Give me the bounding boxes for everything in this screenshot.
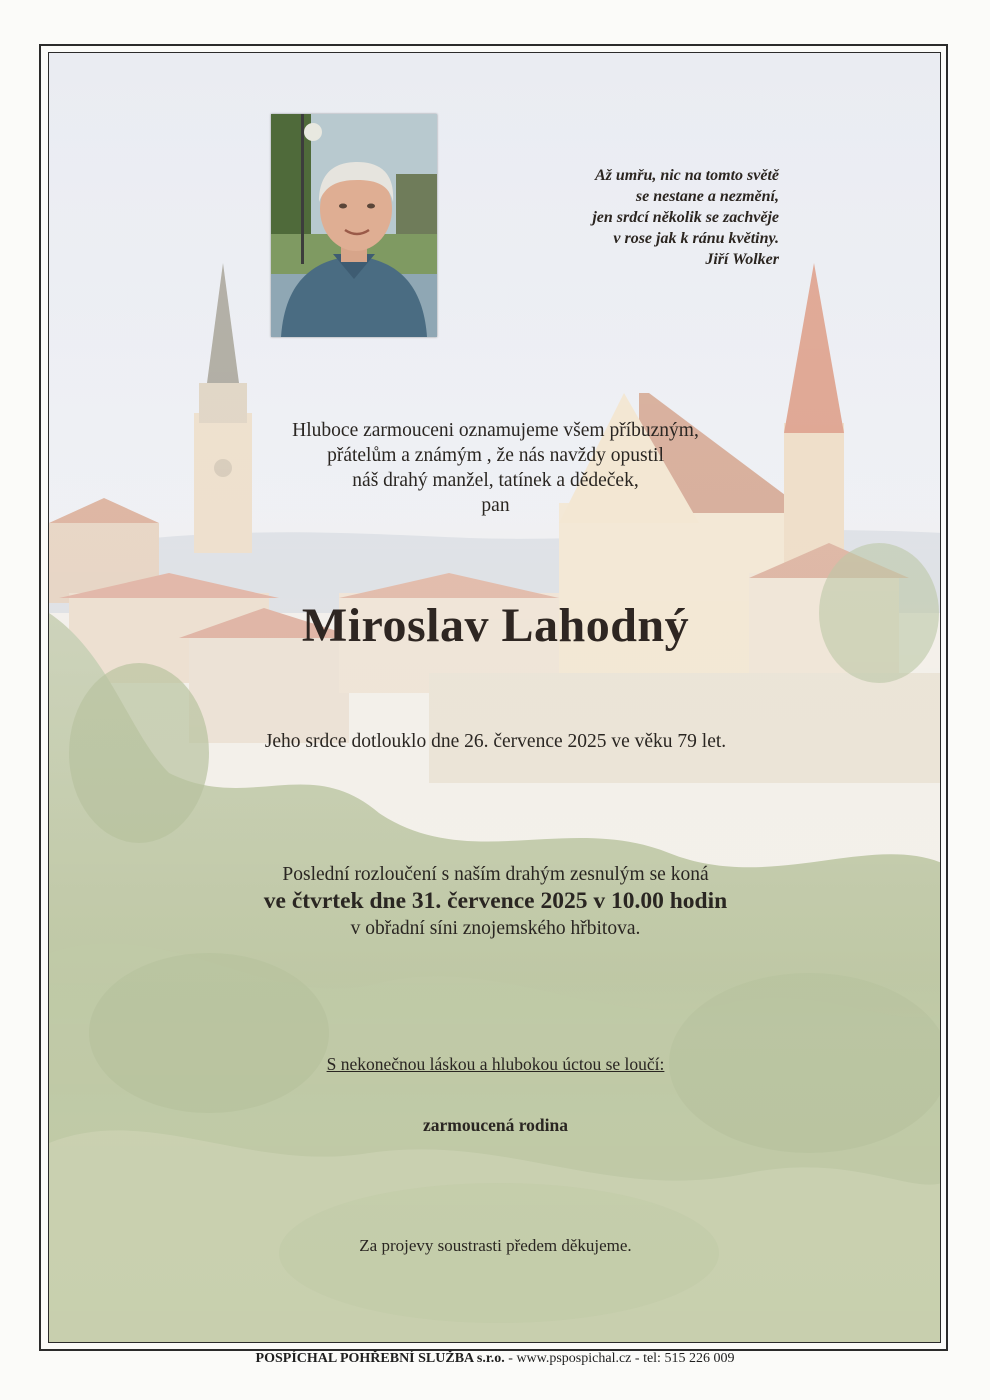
footer-phone: tel: 515 226 009 [643,1351,735,1366]
quote-line: se nestane a nezmění, [635,188,779,205]
footer-funeral-service [0,1351,990,1367]
funeral-place: v obřadní síni znojemského hřbitova. [350,918,641,939]
mourning-family: zarmoucená rodina [422,1115,569,1135]
quote-line: v rose jak k ránu květiny. [613,230,779,247]
footer-separator: - [508,1351,517,1366]
thanks-note: Za projevy soustrasti předem děkujeme. [359,1236,632,1255]
death-notice: Jeho srdce dotlouklo dne 26. července 2025 ve věku 79 let. [264,731,727,752]
portrait-photo [271,114,437,337]
funeral-details [49,861,941,942]
memorial-quote [479,165,779,270]
quote-author: Jiří Wolker [705,251,779,268]
quote-line: Až umřu, nic na tomto světě [594,167,779,184]
closing-line [49,1054,941,1075]
footer-company: POSPÍCHAL POHŘEBNÍ SLUŽBA s.r.o. [255,1351,505,1366]
funeral-intro: Poslední rozloučení s naším drahým zesnulým se koná [282,864,709,885]
announcement-line: přátelům a známým , že nás navždy opustil [327,445,664,466]
footer-separator: - [634,1351,644,1366]
footer-website[interactable]: www.pspospichal.cz [516,1351,632,1366]
deceased-name: Miroslav Lahodný [301,599,690,652]
closing-line-text: S nekonečnou láskou a hlubokou úctou se loučí: [326,1054,665,1074]
obituary-card [48,52,941,1343]
announcement-text [49,418,941,518]
funeral-datetime: ve čtvrtek dne 31. července 2025 v 10.00 hodin [263,888,728,914]
announcement-line: náš drahý manžel, tatínek a dědeček, [352,470,639,491]
announcement-line: pan [481,495,510,516]
announcement-line: Hluboce zarmouceni oznamujeme všem příbuzným, [292,420,699,441]
quote-line: jen srdcí několik se zachvěje [592,209,779,226]
